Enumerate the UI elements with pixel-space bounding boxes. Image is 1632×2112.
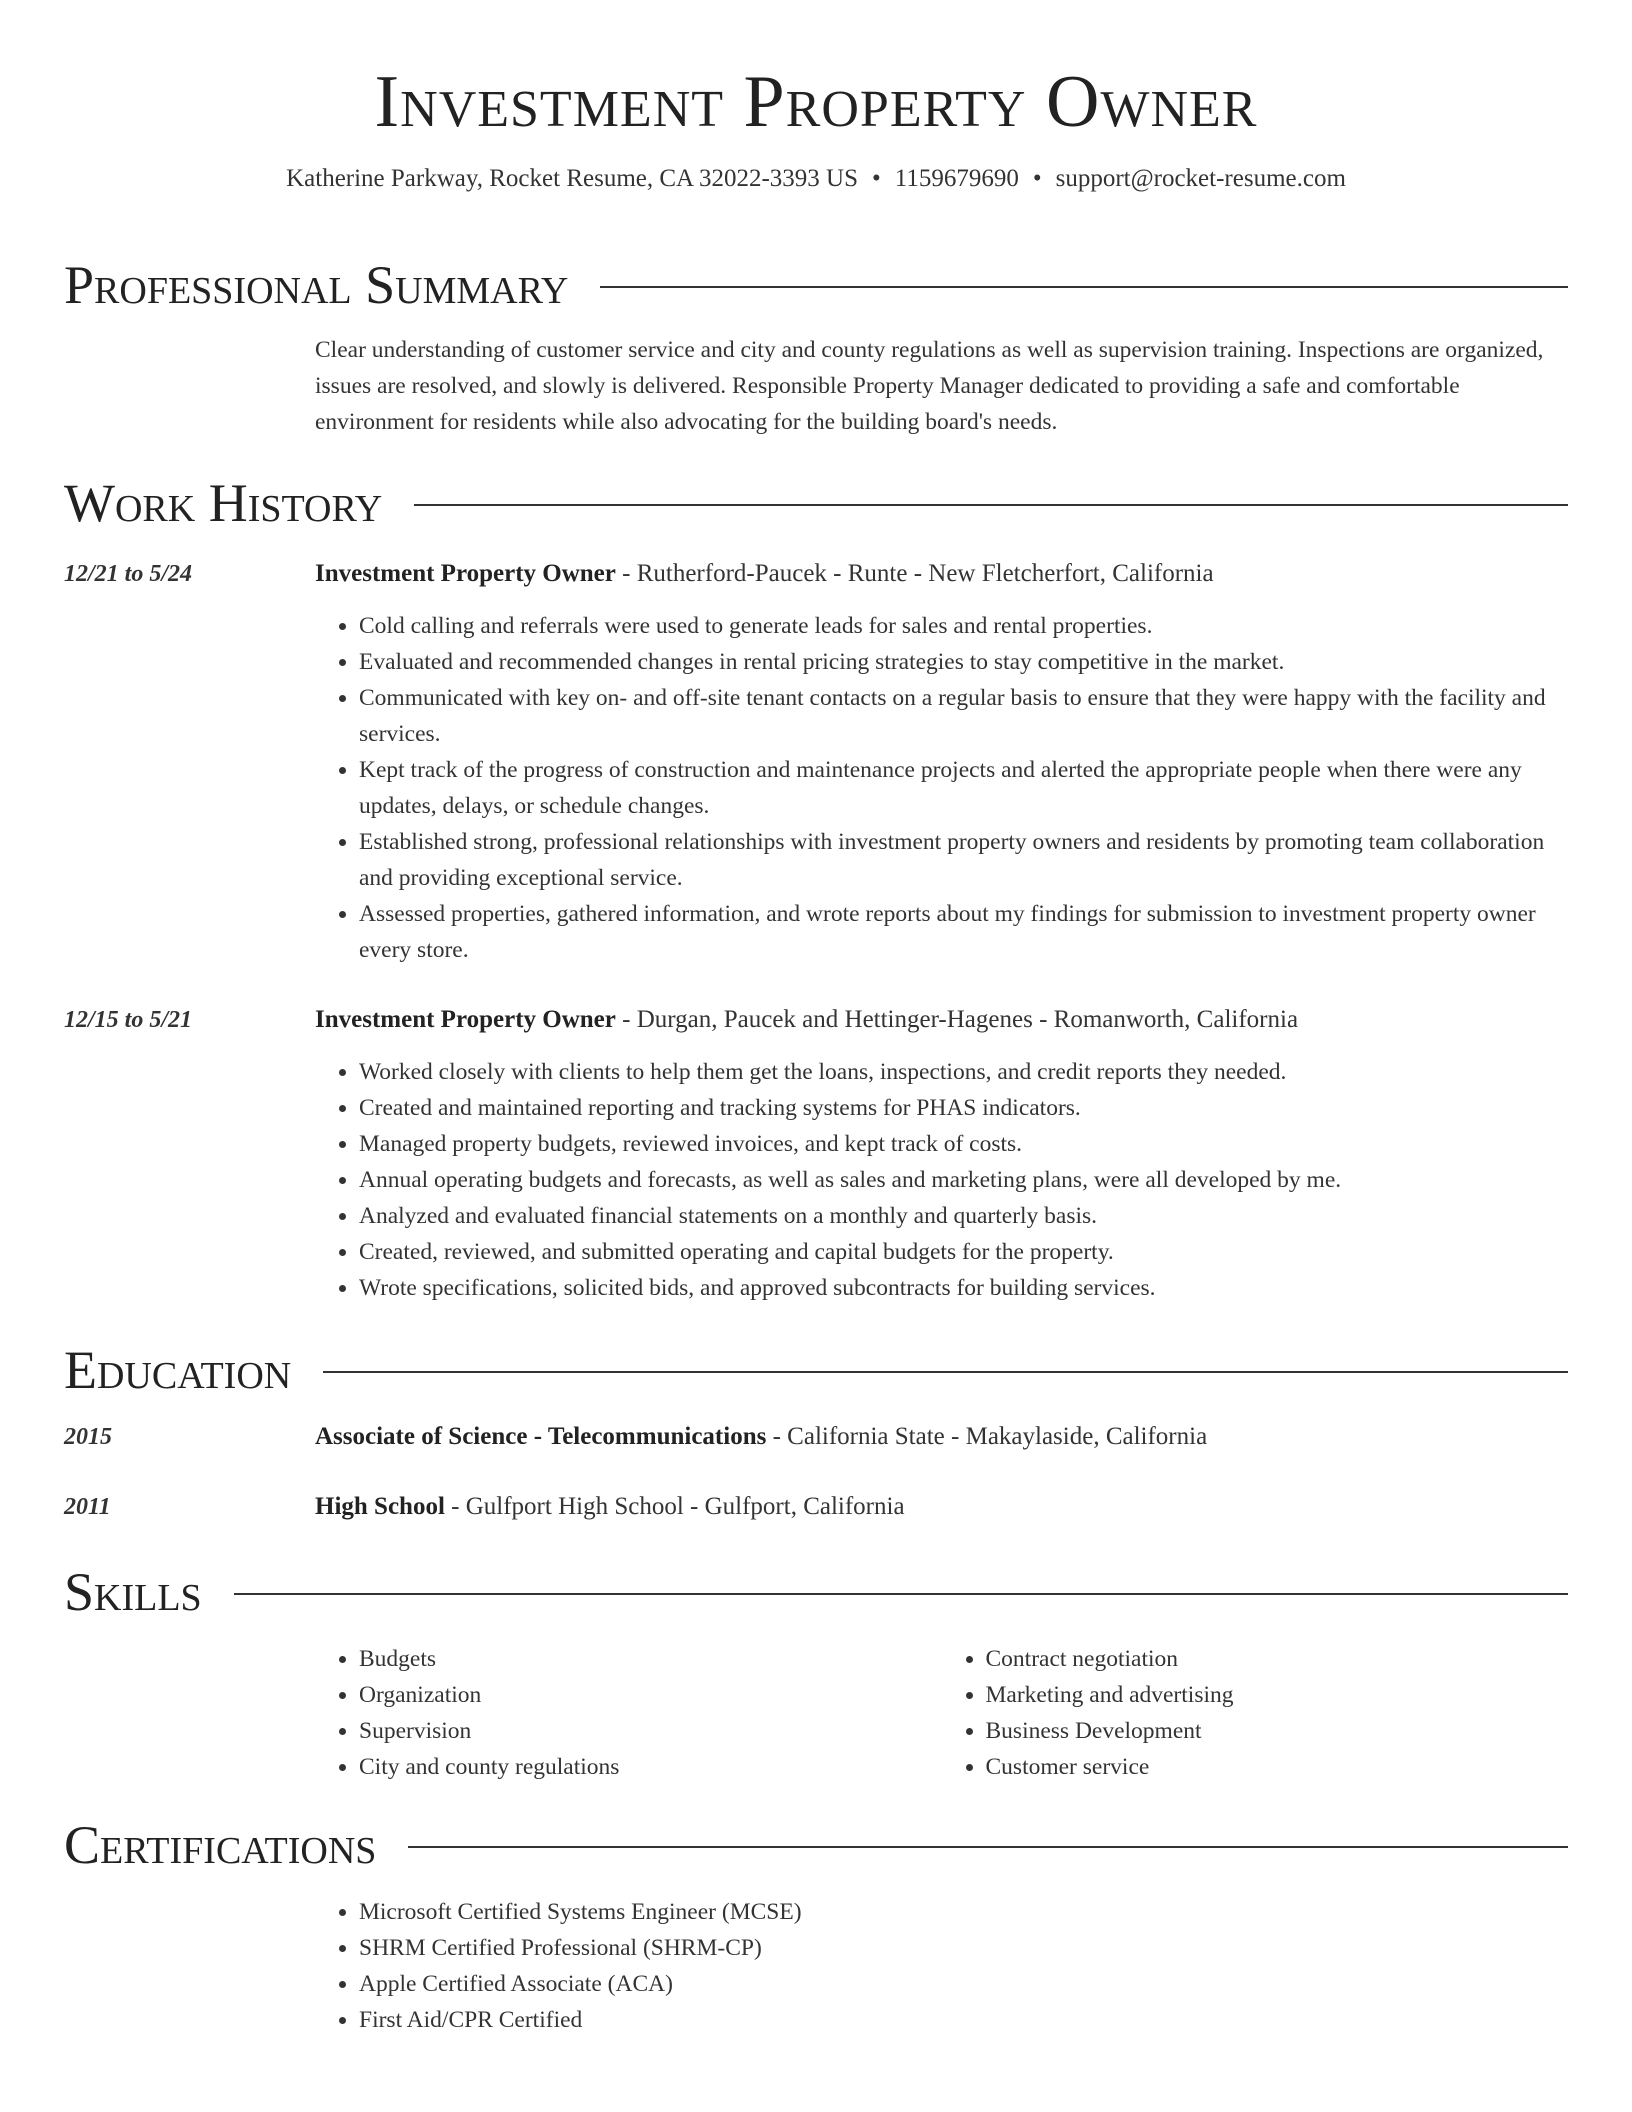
summary-text: Clear understanding of customer service and city and county regulations as well as supervision training. Inspections are organized, issues are resolved, and slowly is delivered. Responsible Property Manager dedicated to providing a safe and comfortable environment for residents while also advocating for the building board's needs.	[315, 337, 1544, 435]
certifications-bullets	[315, 1894, 1568, 2038]
certifications-list	[315, 1894, 1568, 2038]
skill-item: • Business Development	[986, 1713, 1569, 1749]
contact-address: Katherine Parkway, Rocket Resume, CA 32022-3393 US	[286, 165, 858, 193]
skills-list	[315, 1641, 1568, 1785]
job-heading	[315, 556, 1568, 592]
section-header	[64, 255, 1568, 315]
certification-item: • First Aid/CPR Certified	[359, 2002, 1568, 2038]
education-year: 2015	[64, 1424, 112, 1450]
skills-section	[64, 1562, 1568, 1785]
bullet-item: • Cold calling and referrals were used to generate leads for sales and rental properties.	[359, 608, 1568, 644]
skill-item: • Marketing and advertising	[986, 1677, 1569, 1713]
section-title: Education	[64, 1340, 292, 1400]
certification-item: • Apple Certified Associate (ACA)	[359, 1966, 1568, 2002]
section-title: Skills	[64, 1562, 202, 1622]
section-divider	[234, 1593, 1568, 1595]
skills-column-left	[315, 1641, 942, 1785]
education-body	[315, 1489, 1568, 1525]
job-heading	[315, 1002, 1568, 1038]
skill-item: • Customer service	[986, 1749, 1569, 1785]
bullet-item: • Managed property budgets, reviewed invoices, and kept track of costs.	[359, 1126, 1568, 1162]
section-title: Certifications	[64, 1815, 377, 1875]
candidate-name: Investment Property Owner	[374, 61, 1258, 143]
section-divider	[323, 1371, 1568, 1373]
skill-item: • Organization	[359, 1677, 942, 1713]
job-body	[315, 556, 1568, 968]
skill-item: • City and county regulations	[359, 1749, 942, 1785]
job-dates: 12/15 to 5/21	[64, 1007, 193, 1033]
job-bullets	[315, 608, 1568, 968]
job-employer: - Rutherford-Paucek - Runte - New Fletcherfort, California	[615, 560, 1214, 587]
section-header	[64, 1562, 1568, 1622]
bullet-item: • Wrote specifications, solicited bids, and approved subcontracts for building services.	[359, 1270, 1568, 1306]
section-header	[64, 1815, 1568, 1875]
job-dates: 12/21 to 5/24	[64, 561, 193, 587]
job-entry	[64, 556, 1568, 968]
bullet-item: • Evaluated and recommended changes in rental pricing strategies to stay competitive in the market.	[359, 644, 1568, 680]
bullet-item: • Communicated with key on- and off-site tenant contacts on a regular basis to ensure that they were happy with the facility and services.	[359, 680, 1568, 752]
bullet-item: • Analyzed and evaluated financial statements on a monthly and quarterly basis.	[359, 1198, 1568, 1234]
certification-item: • SHRM Certified Professional (SHRM-CP)	[359, 1930, 1568, 1966]
resume-page	[64, 0, 1568, 2033]
education-year: 2011	[64, 1494, 111, 1520]
job-entry	[64, 1002, 1568, 1306]
bullet-item: • Worked closely with clients to help them get the loans, inspections, and credit reports they needed.	[359, 1054, 1568, 1090]
contact-separator: •	[872, 165, 881, 193]
bullet-item: • Created, reviewed, and submitted operating and capital budgets for the property.	[359, 1234, 1568, 1270]
education-degree: High School	[315, 1493, 445, 1520]
summary-section	[64, 255, 1568, 440]
education-school: - California State - Makaylaside, California	[766, 1423, 1208, 1450]
contact-line	[64, 165, 1568, 193]
certifications-section	[64, 1815, 1568, 2038]
education-body	[315, 1419, 1568, 1455]
contact-separator: •	[1032, 165, 1042, 193]
certification-item: • Microsoft Certified Systems Engineer (MCSE)	[359, 1894, 1568, 1930]
bullet-item: • Annual operating budgets and forecasts, as well as sales and marketing plans, were all developed by me.	[359, 1162, 1568, 1198]
skills-column-right	[942, 1641, 1569, 1785]
bullet-item: • Established strong, professional relationships with investment property owners and residents by promoting team collaboration and providing exceptional service.	[359, 824, 1568, 896]
section-header	[64, 473, 1568, 533]
section-divider	[408, 1846, 1568, 1848]
job-employer: - Durgan, Paucek and Hettinger-Hagenes - Romanworth, California	[615, 1006, 1299, 1033]
job-role: Investment Property Owner	[315, 560, 616, 587]
education-entry	[64, 1489, 1568, 1525]
bullet-item: • Kept track of the progress of construction and maintenance projects and alerted the appropriate people when there were any updates, delays, or schedule changes.	[359, 752, 1568, 824]
section-title: Work History	[64, 473, 383, 533]
skill-item: • Contract negotiation	[986, 1641, 1569, 1677]
education-degree: Associate of Science - Telecommunications	[315, 1423, 767, 1450]
skill-item: • Supervision	[359, 1713, 942, 1749]
education-entry	[64, 1419, 1568, 1455]
education-school: - Gulfport High School - Gulfport, California	[444, 1493, 905, 1520]
job-body	[315, 1002, 1568, 1306]
section-header	[64, 1340, 1568, 1400]
work-history-section	[64, 473, 1568, 1306]
contact-email[interactable]: support@rocket-resume.com	[1055, 165, 1346, 193]
education-section	[64, 1340, 1568, 1525]
job-bullets	[315, 1054, 1568, 1306]
job-role: Investment Property Owner	[315, 1006, 616, 1033]
bullet-item: • Created and maintained reporting and tracking systems for PHAS indicators.	[359, 1090, 1568, 1126]
section-title: Professional Summary	[64, 255, 569, 315]
section-divider	[600, 286, 1568, 288]
skill-item: • Budgets	[359, 1641, 942, 1677]
section-divider	[414, 504, 1568, 506]
contact-phone[interactable]: 1159679690	[894, 165, 1019, 193]
bullet-item: • Assessed properties, gathered information, and wrote reports about my findings for submission to investment property owner every store.	[359, 896, 1568, 968]
